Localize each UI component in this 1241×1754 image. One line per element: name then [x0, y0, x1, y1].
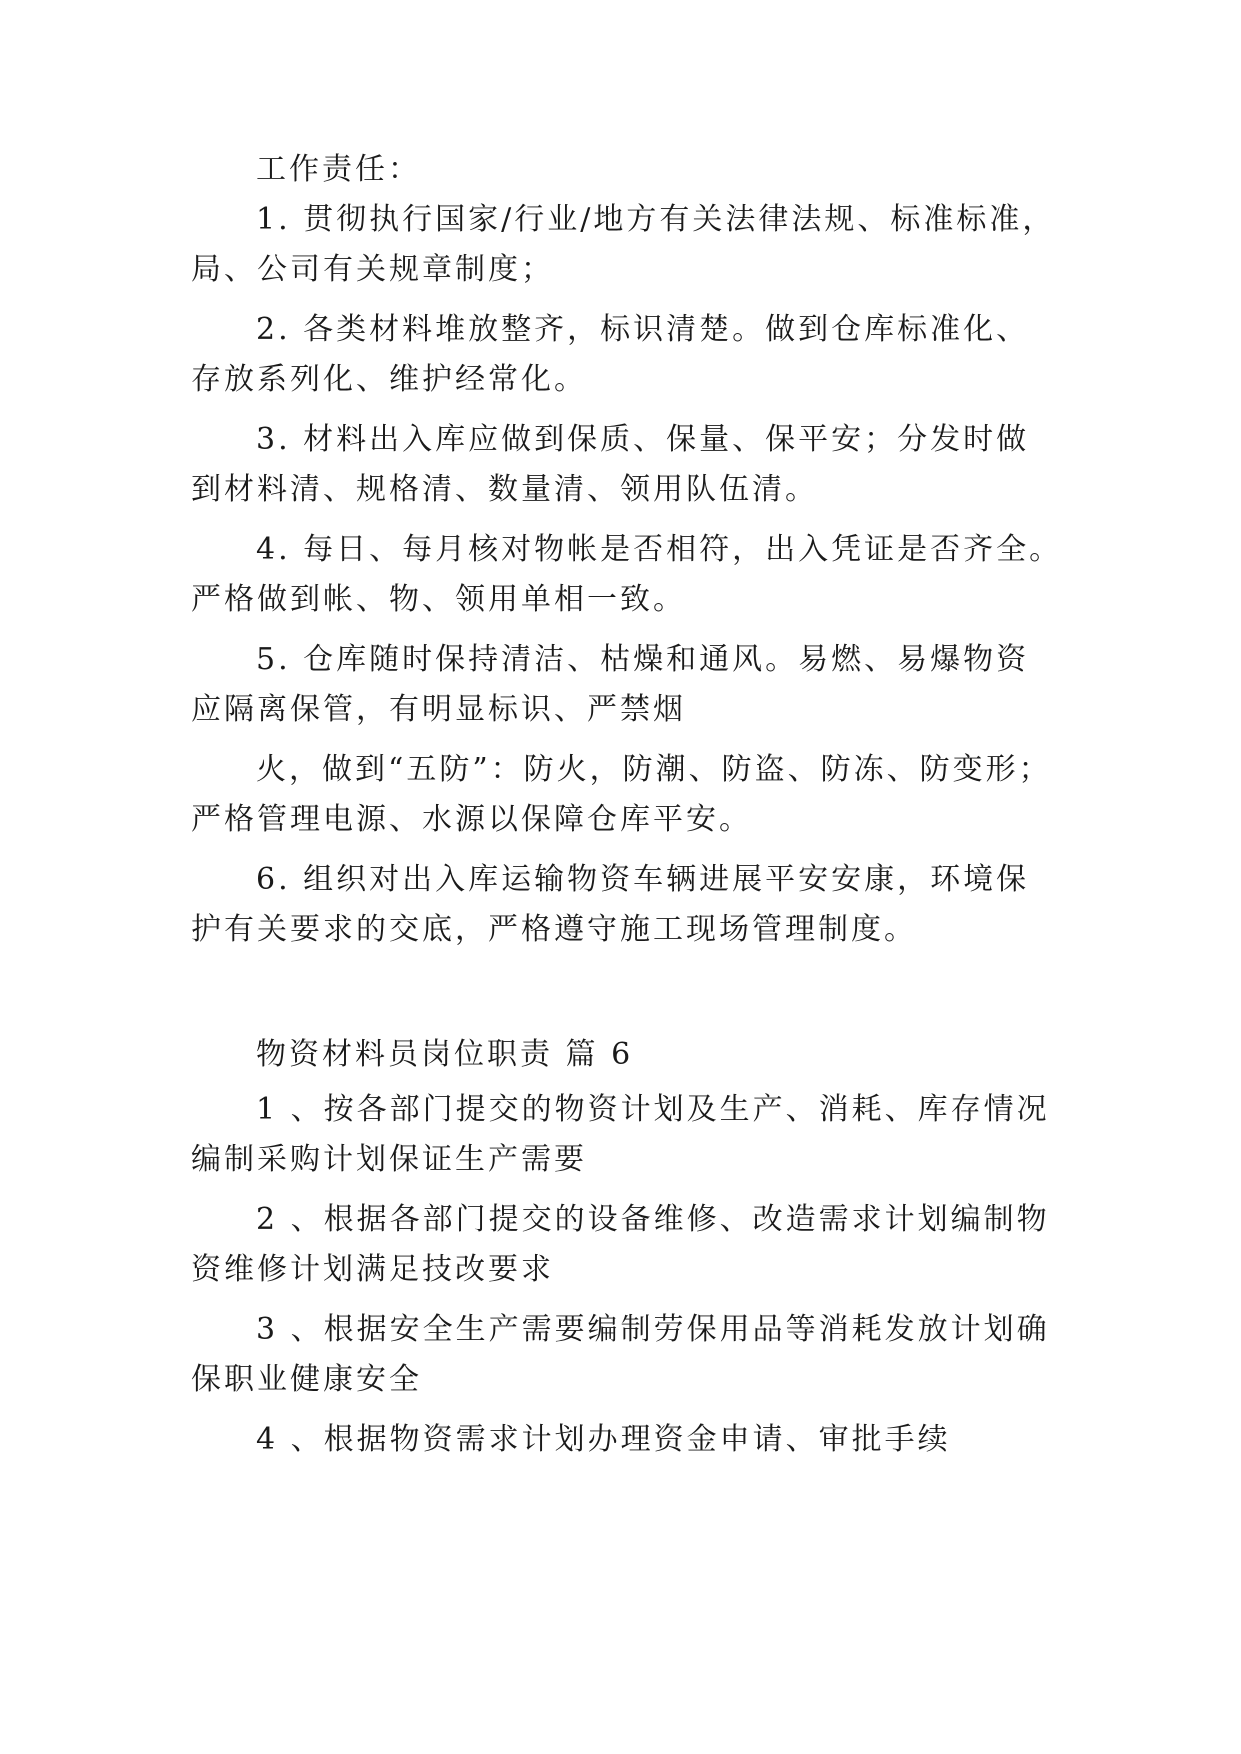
- duty-1-line-2: 编制采购计划保证生产需要: [191, 1142, 587, 1177]
- item-5-line-2: 应隔离保管，有明显标识、严禁烟: [191, 692, 686, 727]
- item-4-line-1: 4. 每日、每月核对物帐是否相符，出入凭证是否齐全。: [256, 532, 1063, 567]
- duty-2-line-1: 2 、根据各部门提交的设备维修、改造需求计划编制物: [256, 1202, 1050, 1237]
- duty-1-line-1: 1 、按各部门提交的物资计划及生产、消耗、库存情况: [256, 1092, 1050, 1127]
- item-6-line-2: 护有关要求的交底，严格遵守施工现场管理制度。: [191, 912, 917, 947]
- item-3-line-1: 3. 材料出入库应做到保质、保量、保平安；分发时做: [256, 422, 1030, 457]
- section-heading-work-responsibility: 工作责任：: [256, 152, 421, 187]
- item-2-line-2: 存放系列化、维护经常化。: [191, 362, 587, 397]
- item-5-line-3: 火，做到“五防”：防火，防潮、防盗、防冻、防变形；: [256, 752, 1052, 787]
- section-heading-material-clerk-duties: 物资材料员岗位职责 篇 6: [256, 1037, 634, 1072]
- duty-2-line-2: 资维修计划满足技改要求: [191, 1252, 554, 1287]
- item-3-line-2: 到材料清、规格清、数量清、领用队伍清。: [191, 472, 818, 507]
- item-4-line-2: 严格做到帐、物、领用单相一致。: [191, 582, 686, 617]
- item-2-line-1: 2. 各类材料堆放整齐，标识清楚。做到仓库标准化、: [256, 312, 1030, 347]
- item-1-line-1: 1. 贯彻执行国家/行业/地方有关法律法规、标准标准，: [256, 202, 1056, 237]
- item-6-line-1: 6. 组织对出入库运输物资车辆进展平安安康，环境保: [256, 862, 1030, 897]
- duty-3-line-1: 3 、根据安全生产需要编制劳保用品等消耗发放计划确: [256, 1312, 1050, 1347]
- duty-4-line-1: 4 、根据物资需求计划办理资金申请、审批手续: [256, 1422, 951, 1457]
- item-1-line-2: 局、公司有关规章制度；: [191, 252, 554, 287]
- duty-3-line-2: 保职业健康安全: [191, 1362, 422, 1397]
- item-5-line-4: 严格管理电源、水源以保障仓库平安。: [191, 802, 752, 837]
- item-5-line-1: 5. 仓库随时保持清洁、枯燥和通风。易燃、易爆物资: [256, 642, 1030, 677]
